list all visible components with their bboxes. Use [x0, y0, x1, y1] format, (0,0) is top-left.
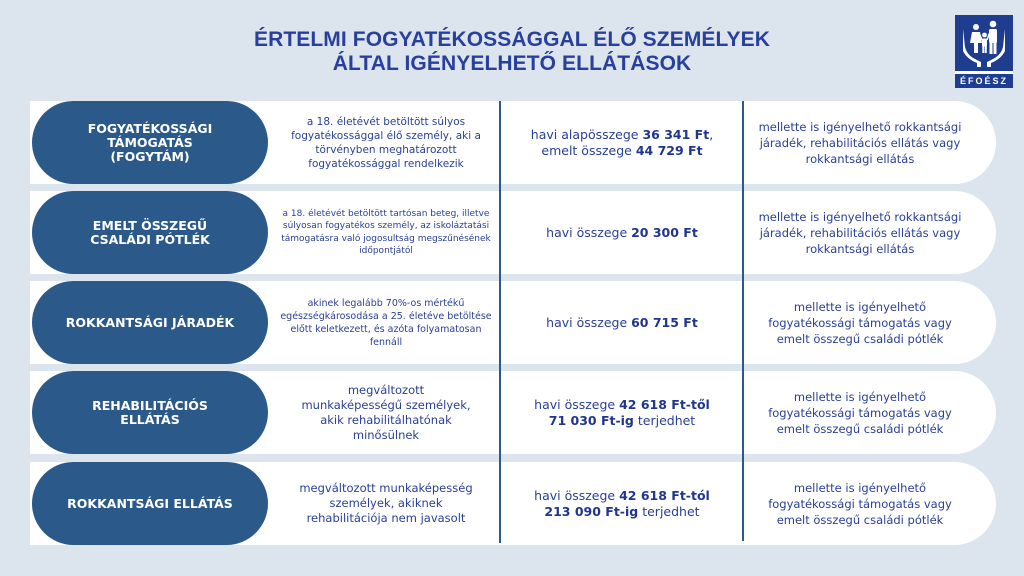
amount-value: 42 618 Ft-tól	[619, 487, 710, 503]
benefit-name-pill	[32, 281, 268, 364]
benefit-name-line: EMELT ÖSSZEGŰ	[92, 217, 208, 233]
benefit-row-emelt-csaladi-potlek	[30, 191, 996, 274]
amount-prefix: havi alapösszege	[530, 126, 643, 142]
benefit-eligibility: megváltozott munkaképesség személyek, akiknek rehabilitációja nem javasolt	[299, 481, 473, 525]
benefit-row-rokkantsagi-jaradek	[30, 281, 996, 364]
benefit-eligibility: a 18. életévét betöltött súlyos fogyatékossággal élő személy, aki a törvényben meghatározott fogyatékossággal rendelkezik	[291, 115, 481, 170]
amount-value: 213 090 Ft-ig	[544, 503, 639, 519]
benefit-name-line: TÁMOGATÁS	[107, 134, 193, 150]
benefit-eligibility: a 18. életévét betöltött tartósan beteg, illetve súlyosan fogyatékos személy, az iskoláztatási támogatásra való jogosultság megszűnésének időpontjától	[281, 208, 491, 256]
amount-suffix: terjedhet	[638, 503, 700, 519]
benefit-amount	[504, 281, 740, 364]
benefit-name-line: ROKKANTSÁGI ELLÁTÁS	[67, 495, 233, 511]
benefit-name-line: ELLÁTÁS	[120, 411, 180, 427]
benefit-eligibility: megváltozott munkaképességű személyek, akik rehabilitálhatónak minősülnek	[301, 382, 471, 442]
amount-prefix: havi összege	[546, 314, 632, 330]
amount-value: 71 030 Ft-ig	[548, 412, 634, 428]
benefit-name-line: REHABILITÁCIÓS	[92, 397, 208, 413]
column-divider-1	[499, 101, 501, 543]
amount-value: 20 300 Ft	[631, 224, 698, 240]
benefit-name-pill	[32, 371, 268, 454]
benefit-name-line: ROKKANTSÁGI JÁRADÉK	[65, 314, 235, 330]
benefit-name-pill	[32, 191, 268, 274]
amount-prefix: havi összege	[546, 224, 632, 240]
logo-text: ÉFOÉSZ	[955, 74, 1013, 88]
benefit-name-line: FOGYATÉKOSSÁGI	[87, 120, 213, 136]
amount-value: 60 715 Ft	[631, 314, 698, 330]
amount-value: 42 618 Ft-től	[619, 396, 710, 412]
benefit-combinable-note: mellette is igényelhető fogyatékossági támogatás vagy emelt összegű családi pótlék	[768, 389, 952, 436]
benefit-combinable-note: mellette is igényelhető rokkantsági járadék, rehabilitációs ellátás vagy rokkantsági ellátás	[758, 119, 962, 166]
benefit-row-fogytam	[30, 101, 996, 184]
benefit-amount	[504, 371, 740, 454]
title-line-2: ÁLTAL IGÉNYELHETŐ ELLÁTÁSOK	[332, 52, 692, 75]
benefit-combinable-note: mellette is igényelhető fogyatékossági támogatás vagy emelt összegű családi pótlék	[768, 480, 952, 527]
amount-suffix: ,	[709, 126, 714, 142]
benefit-name-pill	[32, 462, 268, 545]
benefit-amount	[504, 462, 740, 545]
benefit-combinable-note: mellette is igényelhető rokkantsági járadék, rehabilitációs ellátás vagy rokkantsági ellátás	[758, 209, 962, 256]
benefit-name-pill	[32, 101, 268, 184]
benefit-combinable-note: mellette is igényelhető fogyatékossági támogatás vagy emelt összegű családi pótlék	[768, 299, 952, 346]
amount-prefix: emelt összege	[541, 142, 636, 158]
benefit-row-rehabilitacios-ellatas	[30, 371, 996, 454]
amount-prefix: havi összege	[534, 487, 620, 503]
column-divider-2	[742, 101, 744, 541]
amount-value: 44 729 Ft	[635, 142, 703, 158]
amount-prefix: havi összege	[534, 396, 620, 412]
amount-value: 36 341 Ft	[642, 126, 710, 142]
benefit-name-line: (FOGYTÁM)	[110, 148, 190, 164]
benefit-amount	[504, 191, 740, 274]
title-line-1: ÉRTELMI FOGYATÉKOSSÁGGAL ÉLŐ SZEMÉLYEK	[253, 28, 771, 51]
benefit-name-line: CSALÁDI PÓTLÉK	[90, 231, 210, 247]
amount-suffix: terjedhet	[633, 412, 696, 428]
benefit-eligibility: akinek legalább 70%-os mértékű egészségkárosodása a 25. életéve betöltése előtt keletkezett, és azóta folyamatosan fennáll	[280, 297, 492, 348]
benefit-row-rokkantsagi-ellatas	[30, 462, 996, 545]
benefit-amount	[504, 101, 740, 184]
